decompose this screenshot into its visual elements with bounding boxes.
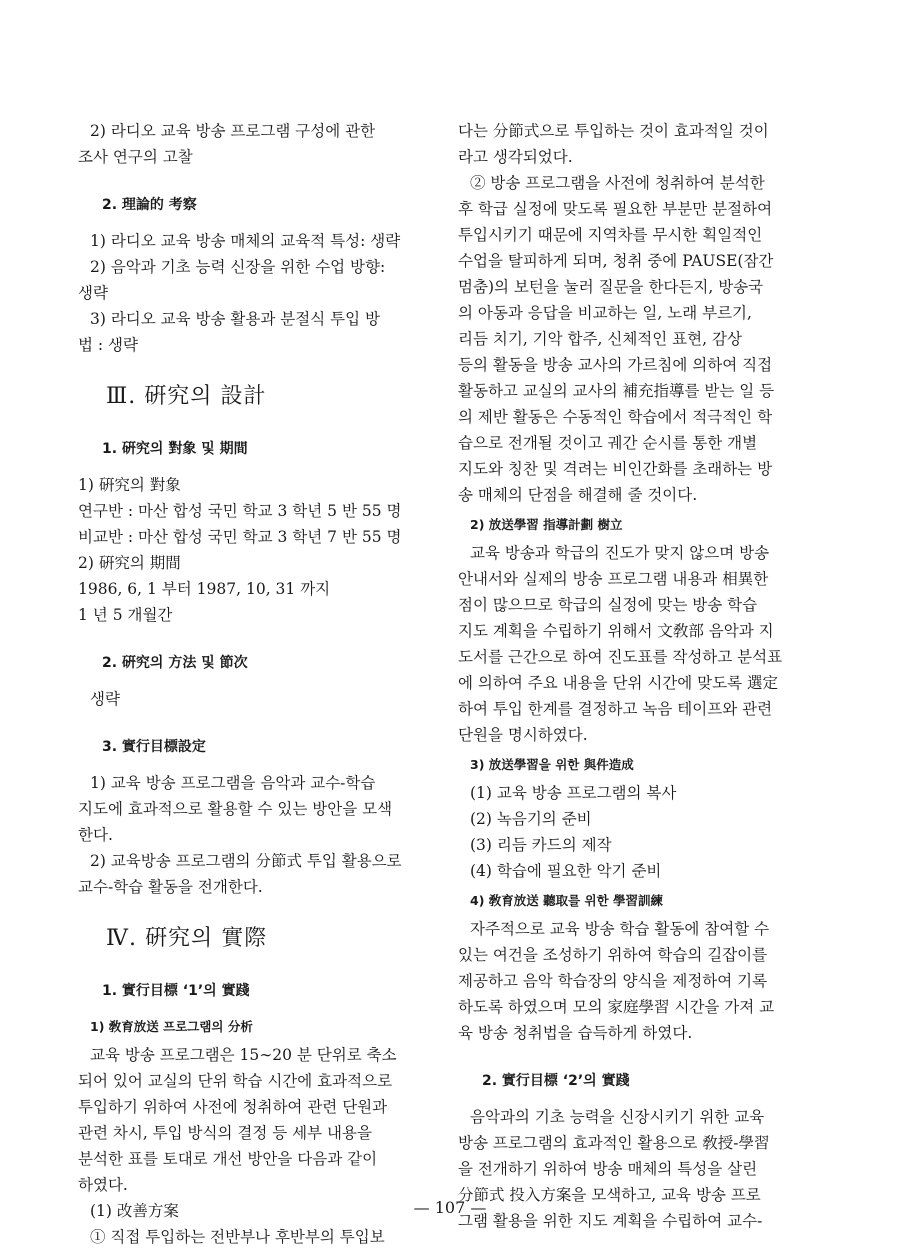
text-line: 조사 연구의 고찰 bbox=[78, 148, 193, 166]
text-line: 법 : 생략 bbox=[78, 336, 138, 354]
text-line: 습으로 전개될 것이고 궤간 순시를 통한 개별 bbox=[458, 434, 758, 452]
section-heading: 1. 實行目標 ‘1’의 實踐 bbox=[102, 983, 250, 999]
subsection-heading: 3) 放送學習을 위한 與件造成 bbox=[470, 757, 634, 772]
paragraph-start-line: 자주적으로 교육 방송 학습 활동에 참여할 수 bbox=[470, 920, 770, 938]
paragraph-start-line: 2) 교육방송 프로그램의 分節式 투입 활용으로 bbox=[90, 852, 402, 870]
section-heading: 1. 硏究의 對象 및 期間 bbox=[102, 441, 248, 457]
text-line: 라고 생각되었다. bbox=[458, 148, 573, 166]
paragraph-start-line: 1) 교육 방송 프로그램을 음악과 교수-학습 bbox=[90, 774, 376, 792]
paragraph-start-line: (1) 교육 방송 프로그램의 복사 bbox=[470, 784, 677, 802]
right-column bbox=[458, 118, 813, 1234]
text-line: 방송 프로그램의 효과적인 활용으로 敎授-學習 bbox=[458, 1134, 770, 1152]
paragraph-start-line: 3) 라디오 교육 방송 활용과 분절식 투입 방 bbox=[90, 310, 380, 328]
paragraph-start-line: (3) 리듬 카드의 제작 bbox=[470, 836, 612, 854]
text-line: 의 제반 활동은 수동적인 학습에서 적극적인 학 bbox=[458, 408, 773, 426]
text-line: 하도록 하였으며 모의 家庭學習 시간을 가져 교 bbox=[458, 998, 775, 1016]
text-line: 을 전개하기 위하여 방송 매체의 특성을 살린 bbox=[458, 1160, 758, 1178]
section-heading: 2. 理論的 考察 bbox=[102, 197, 197, 213]
paragraph-start-line: (4) 학습에 필요한 악기 준비 bbox=[470, 862, 662, 880]
paragraph-start-line: (2) 녹음기의 준비 bbox=[470, 810, 592, 828]
text-line: 도서를 근간으로 하여 진도표를 작성하고 분석표 bbox=[458, 648, 783, 666]
paragraph-start-line: 2) 음악과 기초 능력 신장을 위한 수업 방향: bbox=[90, 258, 386, 276]
paragraph-start-line: 교육 방송과 학급의 진도가 맞지 않으며 방송 bbox=[470, 544, 770, 562]
text-line: 제공하고 음악 학습장의 양식을 제정하여 기록 bbox=[458, 972, 768, 990]
text-line: 송 매체의 단점을 해결해 줄 것이다. bbox=[458, 486, 698, 504]
text-line: 지도에 효과적으로 활용할 수 있는 방안을 모색 bbox=[78, 800, 393, 818]
text-line: 1 년 5 개월간 bbox=[78, 606, 173, 624]
text-line: 생략 bbox=[78, 284, 108, 302]
section-heading: 2. 實行目標 ‘2’의 實踐 bbox=[482, 1073, 630, 1089]
text-line: 수업을 탈피하게 되며, 청취 중에 PAUSE(잠간 bbox=[458, 252, 774, 270]
page-number: — 107 — bbox=[413, 1198, 487, 1217]
chapter-heading: Ⅲ. 硏究의 設計 bbox=[106, 384, 267, 409]
text-line: 하여 투입 한계를 결정하고 녹음 테이프와 관련 bbox=[458, 700, 773, 718]
subsection-heading: 4) 敎育放送 聽取를 위한 學習訓練 bbox=[470, 893, 664, 908]
text-line: 관련 차시, 투입 방식의 결정 등 세부 내용을 bbox=[78, 1124, 372, 1142]
text-line: 투입시키기 때문에 지역차를 무시한 획일적인 bbox=[458, 226, 763, 244]
text-line: 다는 分節式으로 투입하는 것이 효과적일 것이 bbox=[458, 122, 769, 140]
text-line: 에 의하여 주요 내용을 단위 시간에 맞도록 選定 bbox=[458, 674, 779, 692]
text-line: 하였다. bbox=[78, 1176, 128, 1194]
text-line: 단원을 명시하였다. bbox=[458, 726, 588, 744]
text-line: 리듬 치기, 기악 합주, 신체적인 표현, 감상 bbox=[458, 330, 742, 348]
text-line: 점이 많으므로 학급의 실정에 맞는 방송 학습 bbox=[458, 596, 758, 614]
text-line: 등의 활동을 방송 교사의 가르침에 의하여 직접 bbox=[458, 356, 773, 374]
paragraph-start-line: (1) 改善方案 bbox=[90, 1202, 179, 1220]
text-line: 활동하고 교실의 교사의 補充指導를 받는 일 등 bbox=[458, 382, 775, 400]
paragraph-start-line: 음악과의 기초 능력을 신장시키기 위한 교육 bbox=[470, 1108, 765, 1126]
text-line: 1) 硏究의 對象 bbox=[78, 476, 181, 494]
chapter-heading: Ⅳ. 硏究의 實際 bbox=[106, 926, 268, 951]
text-line: 멈춤)의 보턴을 눌러 질문을 한다든지, 방송국 bbox=[458, 278, 764, 296]
left-column bbox=[78, 118, 430, 1250]
text-line: 있는 여건을 조성하기 위하여 학습의 길잡이를 bbox=[458, 946, 768, 964]
text-line: 육 방송 청취법을 습득하게 하였다. bbox=[458, 1024, 693, 1042]
text-line: 한다. bbox=[78, 826, 113, 844]
subsection-heading: 1) 敎育放送 프로그램의 分析 bbox=[90, 1019, 253, 1034]
text-line: 2) 硏究의 期間 bbox=[78, 554, 181, 572]
text-line: 지도 계획을 수립하기 위해서 文敎部 음악과 지 bbox=[458, 622, 774, 640]
paragraph-start-line: 2) 라디오 교육 방송 프로그램 구성에 관한 bbox=[90, 122, 376, 140]
section-heading: 3. 實行目標設定 bbox=[102, 739, 206, 755]
text-line: 안내서와 실제의 방송 프로그램 내용과 相異한 bbox=[458, 570, 769, 588]
text-line: 연구반 : 마산 합성 국민 학교 3 학년 5 반 55 명 bbox=[78, 502, 402, 520]
text-line: 비교반 : 마산 합성 국민 학교 3 학년 7 반 55 명 bbox=[78, 528, 402, 546]
paragraph-start-line: ② 방송 프로그램을 사전에 청취하여 분석한 bbox=[470, 174, 765, 192]
subsection-heading: 2) 放送學習 指導計劃 樹立 bbox=[470, 517, 623, 532]
text-line: 분석한 표를 토대로 개선 방안을 다음과 같이 bbox=[78, 1150, 378, 1168]
text-line: 지도와 칭찬 및 격려는 비인간화를 초래하는 방 bbox=[458, 460, 773, 478]
section-heading: 2. 硏究의 方法 및 節次 bbox=[102, 655, 248, 671]
text-line: 그램 활용을 위한 지도 계획을 수립하여 교수- bbox=[458, 1212, 763, 1230]
paragraph-start-line: ① 직접 투입하는 전반부나 후반부의 투입보 bbox=[90, 1228, 385, 1246]
text-line: 투입하기 위하여 사전에 청취하여 관련 단원과 bbox=[78, 1098, 388, 1116]
text-line: 分節式 投入方案을 모색하고, 교육 방송 프로 bbox=[458, 1186, 761, 1204]
text-line: 의 아동과 응답을 비교하는 일, 노래 부르기, bbox=[458, 304, 752, 322]
text-line: 교수-학습 활동을 전개한다. bbox=[78, 878, 263, 896]
paragraph-start-line: 생략 bbox=[90, 690, 120, 708]
paragraph-start-line: 1) 라디오 교육 방송 매체의 교육적 특성: 생략 bbox=[90, 232, 401, 250]
text-line: 후 학급 실정에 맞도록 필요한 부분만 분절하여 bbox=[458, 200, 773, 218]
text-line: 1986, 6, 1 부터 1987, 10, 31 까지 bbox=[78, 580, 331, 598]
text-line: 되어 있어 교실의 단위 학습 시간에 효과적으로 bbox=[78, 1072, 393, 1090]
paragraph-start-line: 교육 방송 프로그램은 15∼20 분 단위로 축소 bbox=[90, 1046, 397, 1064]
